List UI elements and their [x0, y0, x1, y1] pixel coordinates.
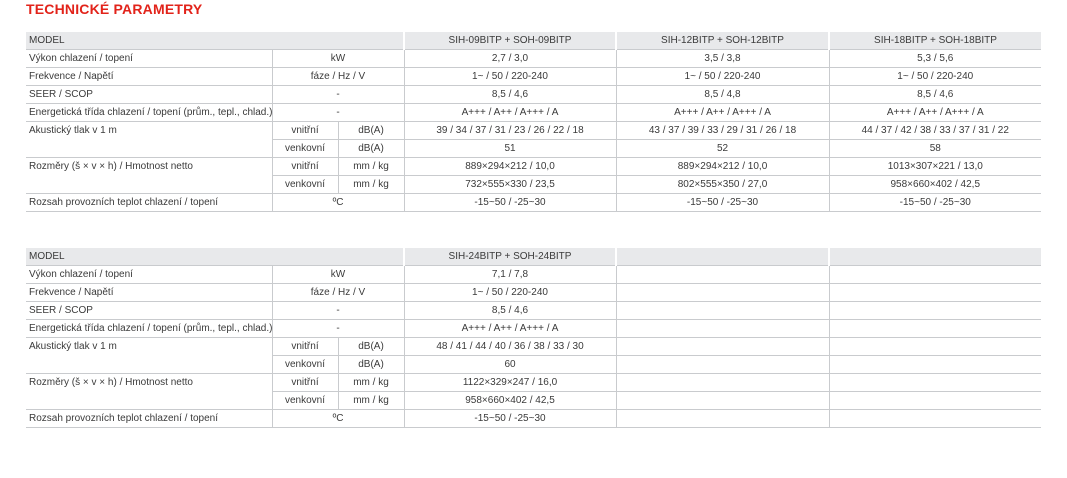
value-cell: 58 — [829, 140, 1041, 158]
model-name: SIH-12BITP + SOH-12BITP — [616, 32, 829, 50]
spec-table-1 — [26, 32, 1041, 212]
unit-cell: ºC — [272, 410, 404, 428]
value-cell: 802×555×350 / 27,0 — [616, 176, 829, 194]
value-cell: 8,5 / 4,6 — [829, 86, 1041, 104]
value-cell: 1122×329×247 / 16,0 — [404, 374, 616, 392]
value-cell: 44 / 37 / 42 / 38 / 33 / 37 / 31 / 22 — [829, 122, 1041, 140]
value-cell: 1~ / 50 / 220-240 — [404, 284, 616, 302]
value-cell: 732×555×330 / 23,5 — [404, 176, 616, 194]
unit-cell: dB(A) — [338, 122, 404, 140]
row-label: Rozsah provozních teplot chlazení / topení — [26, 410, 272, 428]
value-cell: 1~ / 50 / 220-240 — [404, 68, 616, 86]
table-row — [26, 32, 1041, 50]
sub-label: venkovní — [272, 176, 338, 194]
value-cell: 43 / 37 / 39 / 33 / 29 / 31 / 26 / 18 — [616, 122, 829, 140]
row-label: Energetická třída chlazení / topení (prům., tepl., chlad.) — [26, 320, 272, 338]
table-row — [26, 410, 1041, 428]
value-cell: 7,1 / 7,8 — [404, 266, 616, 284]
unit-cell: dB(A) — [338, 338, 404, 356]
model-name: SIH-09BITP + SOH-09BITP — [404, 32, 616, 50]
row-label: Rozsah provozních teplot chlazení / topení — [26, 194, 272, 212]
unit-cell: mm / kg — [338, 392, 404, 410]
row-label: Frekvence / Napětí — [26, 284, 272, 302]
row-label: Akustický tlak v 1 m — [29, 125, 117, 137]
model-name: SIH-24BITP + SOH-24BITP — [404, 248, 616, 266]
sub-label: vnitřní — [272, 374, 338, 392]
value-cell: 5,3 / 5,6 — [829, 50, 1041, 68]
unit-cell: mm / kg — [338, 176, 404, 194]
row-label: Výkon chlazení / topení — [26, 50, 272, 68]
table-row — [26, 50, 1041, 68]
table-row — [26, 320, 1041, 338]
value-cell: 51 — [404, 140, 616, 158]
table-row — [26, 140, 1041, 158]
table-row — [26, 68, 1041, 86]
page-title: TECHNICKÉ PARAMETRY — [26, 1, 203, 17]
value-cell: 889×294×212 / 10,0 — [616, 158, 829, 176]
unit-cell: fáze / Hz / V — [272, 68, 404, 86]
value-cell: 889×294×212 / 10,0 — [404, 158, 616, 176]
unit-cell: fáze / Hz / V — [272, 284, 404, 302]
value-cell: 1013×307×221 / 13,0 — [829, 158, 1041, 176]
table-row — [26, 374, 1041, 392]
row-label: SEER / SCOP — [26, 86, 272, 104]
value-cell: A+++ / A++ / A+++ / A — [829, 104, 1041, 122]
value-cell: 3,5 / 3,8 — [616, 50, 829, 68]
table-row — [26, 248, 1041, 266]
table-row — [26, 356, 1041, 374]
table-row — [26, 338, 1041, 356]
row-label: Rozměry (š × v × h) / Hmotnost netto — [29, 377, 193, 389]
unit-cell: - — [272, 320, 404, 338]
row-label: Frekvence / Napětí — [26, 68, 272, 86]
value-cell: 958×660×402 / 42,5 — [829, 176, 1041, 194]
unit-cell: dB(A) — [338, 140, 404, 158]
value-cell: -15~50 / -25~30 — [616, 194, 829, 212]
value-cell: 8,5 / 4,6 — [404, 302, 616, 320]
table-row — [26, 86, 1041, 104]
model-label: MODEL — [26, 32, 404, 50]
value-cell: 60 — [404, 356, 616, 374]
value-cell: 1~ / 50 / 220-240 — [829, 68, 1041, 86]
table-row — [26, 266, 1041, 284]
unit-cell: - — [272, 104, 404, 122]
sub-label: vnitřní — [272, 338, 338, 356]
table-row — [26, 176, 1041, 194]
value-cell: 8,5 / 4,8 — [616, 86, 829, 104]
row-label: Výkon chlazení / topení — [26, 266, 272, 284]
table-row — [26, 392, 1041, 410]
value-cell: 2,7 / 3,0 — [404, 50, 616, 68]
value-cell: A+++ / A++ / A+++ / A — [404, 320, 616, 338]
model-label: MODEL — [26, 248, 404, 266]
table-row — [26, 302, 1041, 320]
table-row — [26, 158, 1041, 176]
value-cell: 1~ / 50 / 220-240 — [616, 68, 829, 86]
value-cell: 8,5 / 4,6 — [404, 86, 616, 104]
row-label: SEER / SCOP — [26, 302, 272, 320]
value-cell: 48 / 41 / 44 / 40 / 36 / 38 / 33 / 30 — [404, 338, 616, 356]
sub-label: venkovní — [272, 356, 338, 374]
value-cell: 39 / 34 / 37 / 31 / 23 / 26 / 22 / 18 — [404, 122, 616, 140]
value-cell: A+++ / A++ / A+++ / A — [616, 104, 829, 122]
row-label: Akustický tlak v 1 m — [29, 341, 117, 353]
table-row — [26, 104, 1041, 122]
value-cell: -15~50 / -25~30 — [404, 194, 616, 212]
unit-cell: kW — [272, 266, 404, 284]
sub-label: vnitřní — [272, 158, 338, 176]
table-row — [26, 194, 1041, 212]
sub-label: venkovní — [272, 392, 338, 410]
unit-cell: dB(A) — [338, 356, 404, 374]
empty-header-cell — [616, 248, 829, 266]
table-row — [26, 284, 1041, 302]
row-label: Rozměry (š × v × h) / Hmotnost netto — [29, 161, 193, 173]
row-label: Energetická třída chlazení / topení (prům., tepl., chlad.) — [26, 104, 272, 122]
sub-label: venkovní — [272, 140, 338, 158]
unit-cell: - — [272, 302, 404, 320]
sub-label: vnitřní — [272, 122, 338, 140]
model-name: SIH-18BITP + SOH-18BITP — [829, 32, 1041, 50]
unit-cell: mm / kg — [338, 158, 404, 176]
value-cell: -15~50 / -25~30 — [404, 410, 616, 428]
spec-table-2 — [26, 248, 1041, 428]
unit-cell: - — [272, 86, 404, 104]
value-cell: A+++ / A++ / A+++ / A — [404, 104, 616, 122]
unit-cell: mm / kg — [338, 374, 404, 392]
unit-cell: ºC — [272, 194, 404, 212]
empty-header-cell — [829, 248, 1041, 266]
value-cell: -15~50 / -25~30 — [829, 194, 1041, 212]
value-cell: 52 — [616, 140, 829, 158]
unit-cell: kW — [272, 50, 404, 68]
table-row — [26, 122, 1041, 140]
value-cell: 958×660×402 / 42,5 — [404, 392, 616, 410]
